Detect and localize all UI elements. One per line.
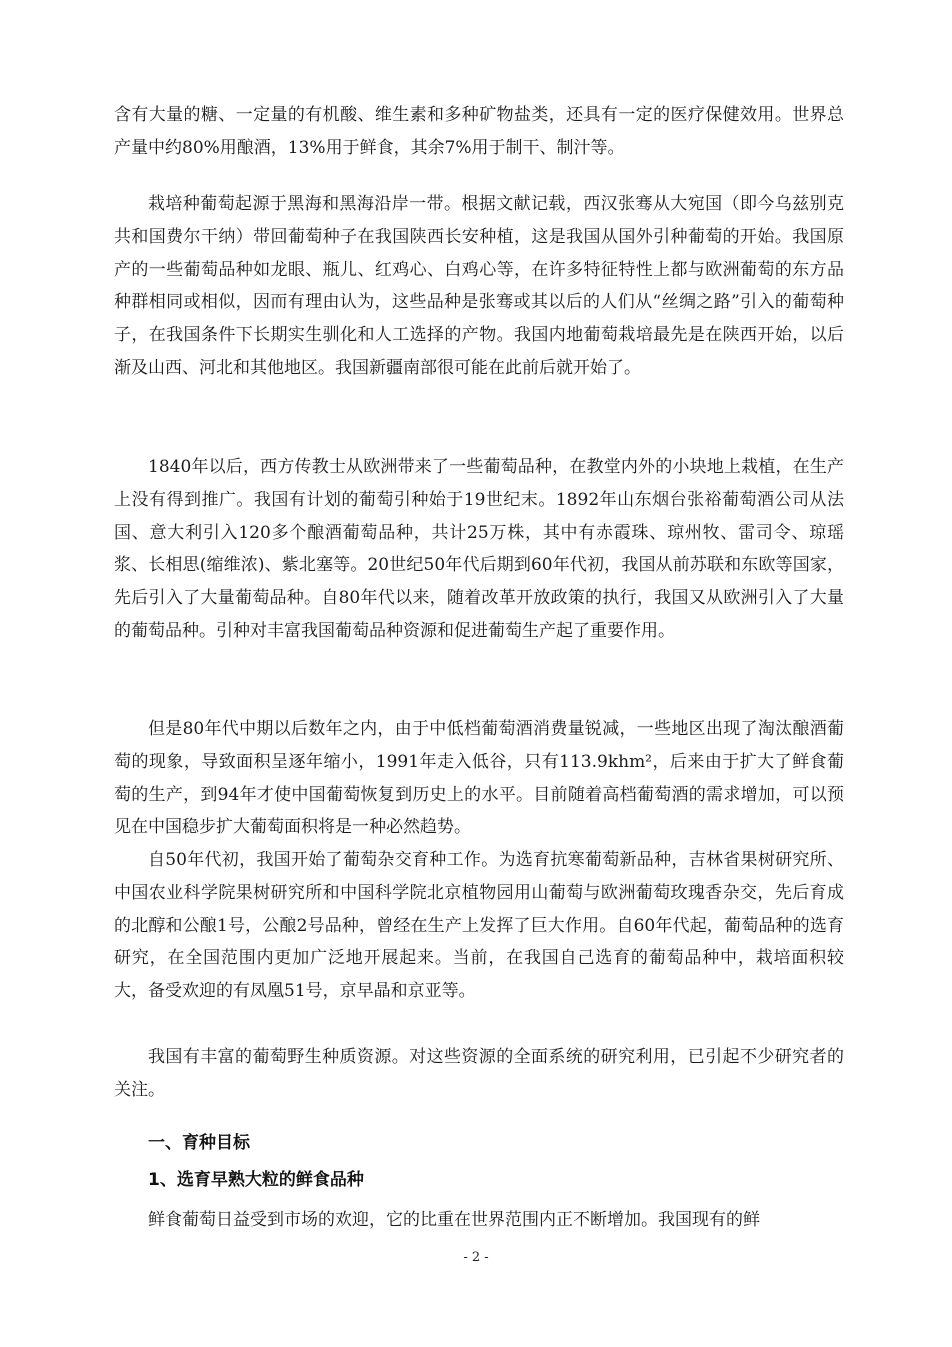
paragraph-uses: 含有大量的糖、一定量的有机酸、维生素和多种矿物盐类，还具有一定的医疗保健效用。世界总产量中约80%用酿酒，13%用于鲜食，其余7%用于制干、制汁等。 [114,105,844,158]
paragraph-origin: 栽培种葡萄起源于黑海和黑海沿岸一带。根据文献记载，西汉张骞从大宛国（即今乌兹别克共和国费尔干纳）带回葡萄种子在我国陕西长安种植，这是我国从国外引种葡萄的开始。我国原产的一些葡萄品种如龙眼、瓶儿、红鸡心、白鸡心等，在许多特征特性上都与欧洲葡萄的东方品种群相同或相似，因而有理由认为，这些品种是张骞或其以后的人们从“丝绸之路”引入的葡萄种子，在我国条件下长期实生驯化和人工选择的产物。我国内地葡萄栽培最先是在陕西开始，以后渐及山西、河北和其他地区。我国新疆南部很可能在此前后就开始了。 [114,194,844,378]
paragraph-breeding-work: 自50年代初，我国开始了葡萄杂交育种工作。为选育抗寒葡萄新品种，吉林省果树研究所、中国农业科学院果树研究所和中国科学院北京植物园用山葡萄与欧洲葡萄玫瑰香杂交，先后育成的北醇和公酿1号，公酿2号品种，曾经在生产上发挥了巨大作用。自60年代起，葡萄品种的选育研究，在全国范围内更加广泛地开展起来。当前，在我国自己选育的葡萄品种中，栽培面积较大，备受欢迎的有凤凰51号，京早晶和京亚等。 [114,850,844,1002]
subsection-heading: 1、选育早熟大粒的鲜食品种 [148,1170,364,1190]
paragraph-introduction-history: 1840年以后，西方传教士从欧洲带来了一些葡萄品种，在教堂内外的小块地上栽植，在生产上没有得到推广。我国有计划的葡萄引种始于19世纪末。1892年山东烟台张裕葡萄酒公司从法国、意大利引入120多个酿酒葡萄品种，共计25万株，其中有赤霞珠、琼州牧、雷司令、琼瑶浆、长相思(缩维浓)、紫北塞等。20世纪50年代后期到60年代初，我国从前苏联和东欧等国家，先后引入了大量葡萄品种。自80年代以来，随着改革开放政策的执行，我国又从欧洲引入了大量的葡萄品种。引种对丰富我国葡萄品种资源和促进葡萄生产起了重要作用。 [114,457,844,641]
paragraph-table-grapes: 鲜食葡萄日益受到市场的欢迎，它的比重在世界范围内正不断增加。我国现有的鲜 [148,1210,760,1230]
paragraph-area-trend: 但是80年代中期以后数年之内，由于中低档葡萄酒消费量锐减，一些地区出现了淘汰酿酒葡萄的现象，导致面积呈逐年缩小，1991年走入低谷，只有113.9khm²，后来由于扩大了鲜食葡萄的生产，到94年才使中国葡萄恢复到历史上的水平。目前随着高档葡萄酒的需求增加，可以预见在中国稳步扩大葡萄面积将是一种必然趋势。 [114,719,844,838]
page-number: - 2 - [463,1250,489,1265]
paragraph-germplasm: 我国有丰富的葡萄野生种质资源。对这些资源的全面系统的研究利用，已引起不少研究者的关注。 [114,1047,844,1100]
section-heading: 一、育种目标 [148,1133,250,1153]
